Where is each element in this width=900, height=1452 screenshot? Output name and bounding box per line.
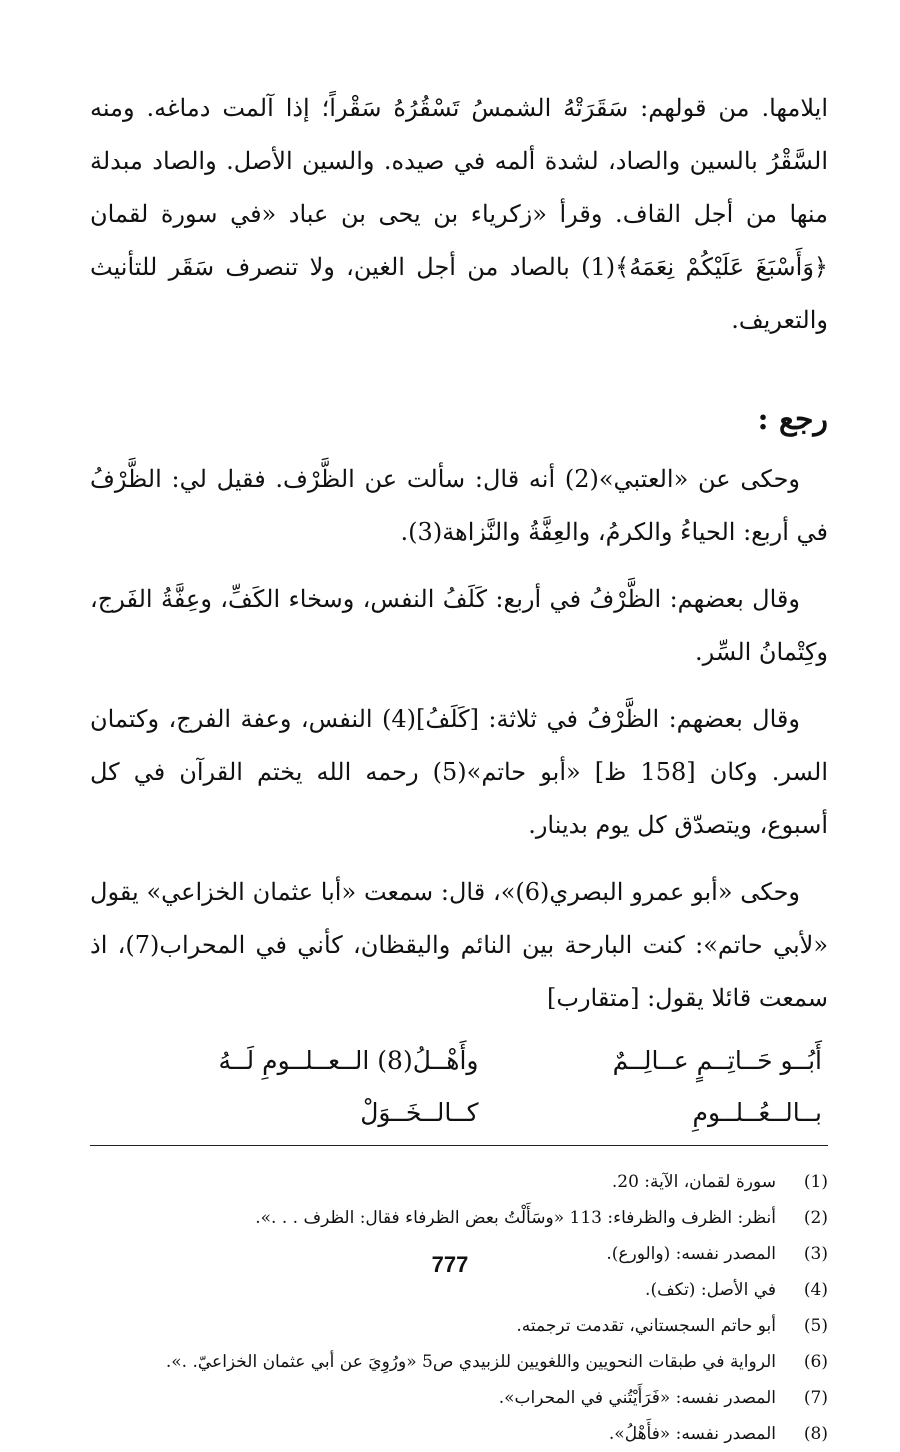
paragraph-2 (90, 453, 828, 559)
footnote-number: (3) (803, 1244, 828, 1264)
footnote-number: (1) (803, 1172, 828, 1192)
footnote-text: المصدر نفسه: «فأَهْلُ». (608, 1424, 776, 1444)
footnote-number: (4) (803, 1280, 828, 1300)
footnote-item (90, 1164, 828, 1200)
footnote-text: في الأصل: (تكف). (645, 1280, 776, 1300)
paragraph-3-text: وقال بعضهم: الظَّرْفُ في أربع: كَلَفُ النفس، وسخاء الكَفِّ، وعِفَّةُ الفَرج، وكِتْمانُ السِّر. (90, 585, 828, 666)
paragraph-2-text: وحكى عن «العتبي»(2) أنه قال: سألت عن الظَّرْف. فقيل لي: الظَّرْفُ في أربع: الحياءُ والكرمُ، والعِفَّةُ والنَّزاهة(3). (90, 465, 828, 546)
page-number: 777 (431, 1252, 469, 1277)
footnote-number: (8) (803, 1424, 828, 1444)
footnote-separator (90, 1145, 828, 1146)
footnote-number: (7) (803, 1388, 828, 1408)
footnote-text: الرواية في طبقات النحويين واللغويين للزبيدي ص5 «ورُوِيَ عن أبي عثمان الخزاعيّ. .». (165, 1352, 776, 1372)
page-content (90, 82, 828, 1452)
paragraph-3 (90, 573, 828, 679)
footnote-number: (6) (803, 1352, 828, 1372)
footnotes-list (90, 1164, 828, 1452)
footnote-item (90, 1380, 828, 1416)
paragraph-5 (90, 866, 828, 1025)
footnote-item (90, 1308, 828, 1344)
footnote-item (90, 1200, 828, 1236)
footnote-text: المصدر نفسه: (والورع). (606, 1244, 776, 1264)
footnote-text: المصدر نفسه: «فَرَأَيْتُني في المحراب». (498, 1388, 776, 1408)
footnote-text: سورة لقمان، الآية: 20. (611, 1172, 776, 1192)
footnote-item (90, 1344, 828, 1380)
poem-verse (90, 1035, 828, 1139)
verse-first-hemistich: أَبُــو حَــاتِــمٍ عــالِــمٌ بــالــعُــلــومِ (612, 1046, 822, 1127)
section-heading: رجع : (757, 402, 828, 437)
footnote-number: (5) (803, 1316, 828, 1336)
footnote-item (90, 1416, 828, 1452)
footnote-number: (2) (803, 1208, 828, 1228)
paragraph-5-text: وحكى «أبو عمرو البصري(6)»، قال: سمعت «أبا عثمان الخزاعي» يقول «لأبي حاتم»: كنت البارحة بين النائم واليقظان، كأني في المحراب(7)، اذ سمعت قائلا يقول: [متقارب] (90, 878, 829, 1012)
footnote-text: أبو حاتم السجستاني، تقدمت ترجمته. (516, 1316, 776, 1336)
footnote-text: أنظر: الظرف والظرفاء: 113 «وسَأَلْتُ بعض الظرفاء فقال: الظرف . . .». (255, 1208, 776, 1228)
verse-second-hemistich: وأَهْــلُ(8) الــعــلــومِ لَــهُ كــالــخَــوَلْ (218, 1046, 479, 1127)
paragraph-4-text: وقال بعضهم: الظَّرْفُ في ثلاثة: [كَلَفُ](4) النفس، وعفة الفرج، وكتمان السر. وكان [158 ظ] «أبو حاتم»(5) رحمه الله يختم القرآن في كل أسبوع، ويتصدّق كل يوم بدينار. (90, 705, 828, 839)
paragraph-1: ايلامها. من قولهم: سَقَرَتْهُ الشمسُ تَسْقُرُهُ سَقْراً؛ إذا آلمت دماغه. ومنه السَّقْرُ بالسين والصاد، لشدة ألمه في صيده. والسين الأصل. والصاد مبدلة منها من أجل القاف. وقرأ «زكرياء بن يحى بن عباد «في سورة لقمان ﴿وَأَسْبَغَ عَلَيْكُمْ نِعَمَهُ﴾(1) بالصاد من أجل الغين، ولا تنصرف سَقَر للتأنيث والتعريف. (90, 94, 828, 334)
paragraph-4 (90, 693, 828, 852)
